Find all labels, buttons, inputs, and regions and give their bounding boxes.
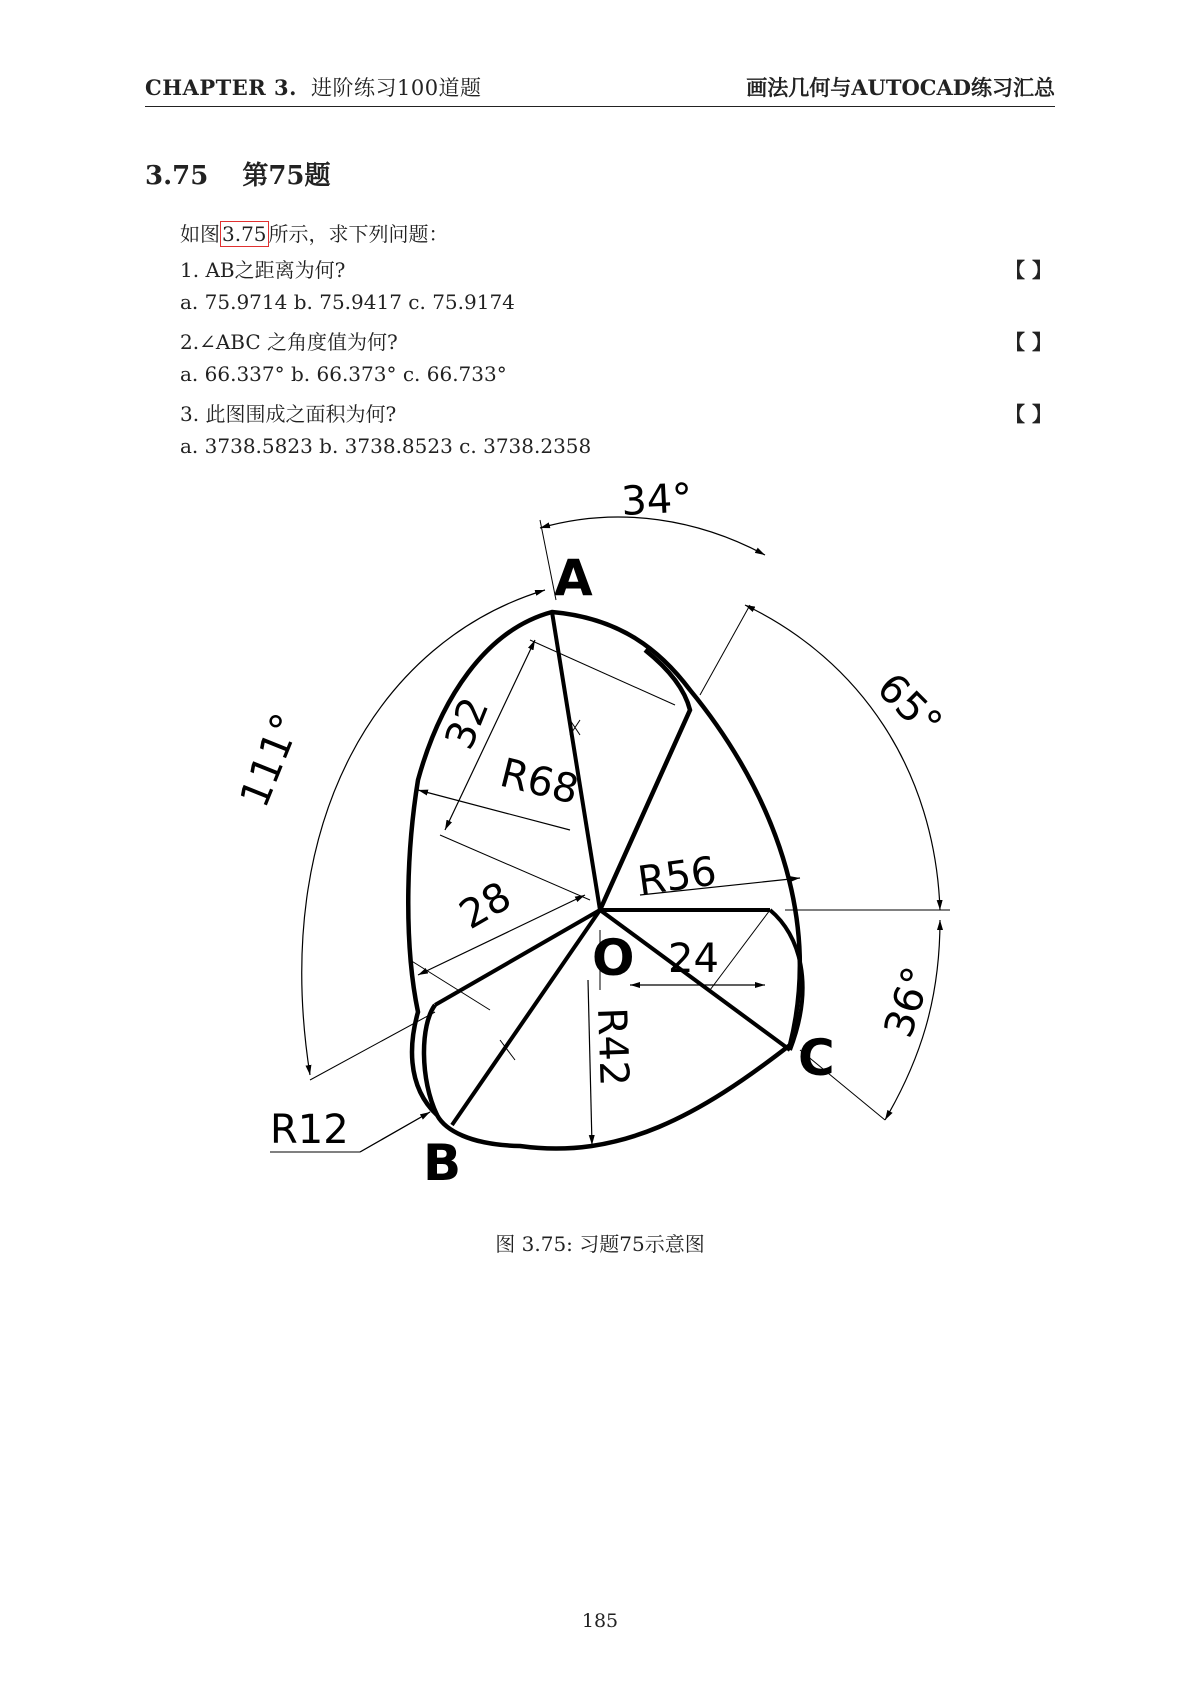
section-name: 第75题 xyxy=(242,161,331,191)
chapter-heading xyxy=(145,72,482,102)
point-label-c: C xyxy=(798,1029,835,1087)
intro-paragraph xyxy=(180,218,1052,247)
dim-angle-36: 36° xyxy=(875,961,942,1044)
point-label-a: A xyxy=(554,549,593,607)
question-text: 2.∠ABC 之角度值为何? xyxy=(180,330,398,354)
question-1 xyxy=(180,254,1052,284)
page-header xyxy=(145,76,1055,107)
dim-len-32: 32 xyxy=(436,691,499,756)
intro-suffix: 所示，求下列问题： xyxy=(268,222,449,246)
dim-radius-12: R12 xyxy=(270,1107,349,1153)
question-text: 1. AB之距离为何? xyxy=(180,258,346,282)
figure-reference-link[interactable]: 3.75 xyxy=(222,222,267,246)
question-text: 3. 此图围成之面积为何? xyxy=(180,402,397,426)
answer-bracket: 【 】 xyxy=(1005,258,1052,282)
dim-radius-56: R56 xyxy=(634,848,720,905)
point-label-o: O xyxy=(592,929,635,987)
question-3-options: a. 3738.5823 b. 3738.8523 c. 3738.2358 xyxy=(180,434,592,458)
section-title xyxy=(145,155,331,192)
intro-prefix: 如图 xyxy=(180,222,220,246)
question-3 xyxy=(180,398,1052,428)
book-title: 画法几何与AUTOCAD练习汇总 xyxy=(746,75,1055,100)
line-oa xyxy=(552,612,600,910)
dim-angle-65: 65° xyxy=(867,664,951,748)
question-2 xyxy=(180,326,1052,356)
answer-bracket: 【 】 xyxy=(1005,402,1052,426)
chapter-label: CHAPTER 3. xyxy=(145,75,297,100)
section-number: 3.75 xyxy=(145,161,209,191)
chapter-title: 进阶练习100道题 xyxy=(310,76,482,100)
figure-caption: 图 3.75: 习题75示意图 xyxy=(495,1232,705,1256)
dim-radius-68: R68 xyxy=(495,750,584,814)
dim-angle-34: 34° xyxy=(620,475,694,525)
dim-len-24: 24 xyxy=(668,936,719,982)
line-ob xyxy=(452,910,600,1125)
question-1-options: a. 75.9714 b. 75.9417 c. 75.9174 xyxy=(180,290,515,314)
geometry-figure xyxy=(200,470,960,1200)
dim-angle-111: 111° xyxy=(231,707,311,814)
answer-bracket: 【 】 xyxy=(1005,330,1052,354)
dim-radius-42: R42 xyxy=(588,1006,637,1088)
dim-len-28: 28 xyxy=(452,873,520,939)
page-number: 185 xyxy=(581,1610,619,1632)
point-label-b: B xyxy=(423,1134,462,1192)
question-2-options: a. 66.337° b. 66.373° c. 66.733° xyxy=(180,362,507,386)
